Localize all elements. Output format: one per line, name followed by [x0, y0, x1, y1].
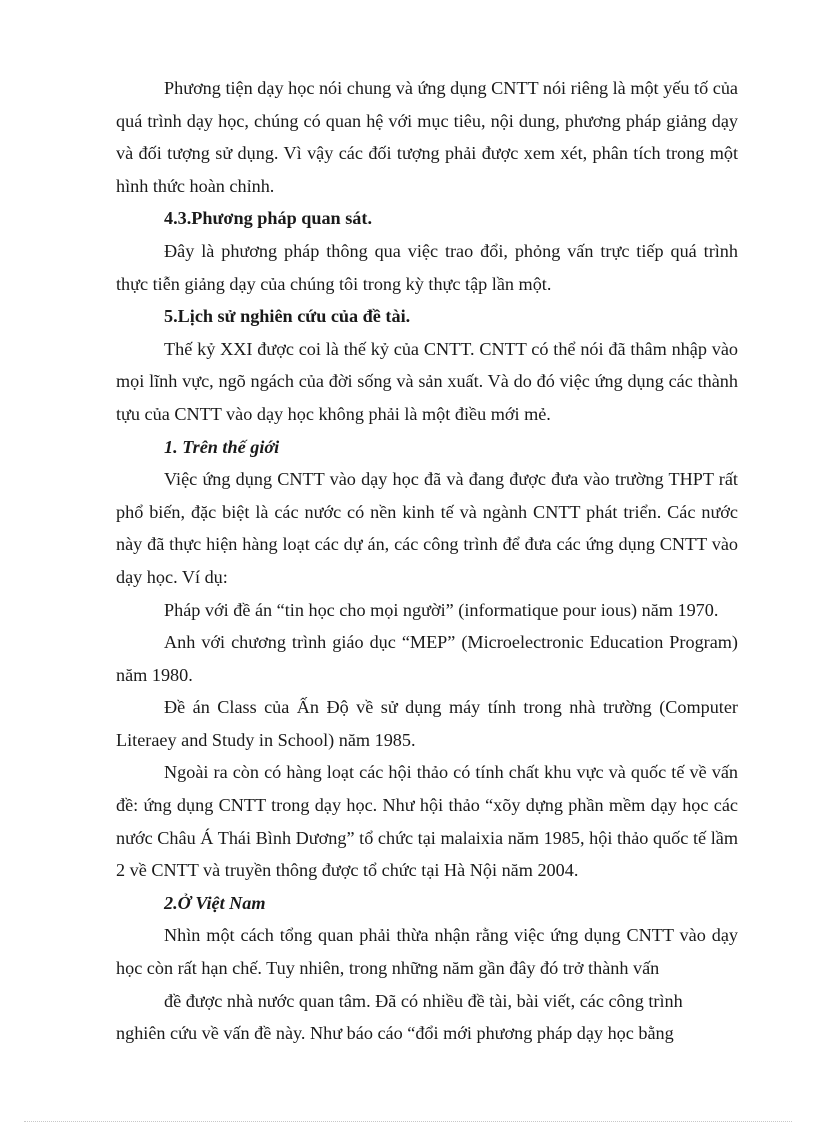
paragraph-worldwide-adoption: Việc ứng dụng CNTT vào dạy học đã và đang được đưa vào trường THPT rất phổ biến, đặc biệt là các nước có nền kinh tế và ngành CNTT phát triển. Các nước này đã thực hiện hàng loạt các dự án, các công trình để đưa các ứng dụng CNTT vào dạy học. Ví dụ: [116, 469, 738, 587]
paragraph-vietnam-overview: Nhìn một cách tổng quan phải thừa nhận rằng việc ứng dụng CNTT vào dạy học còn rất hạn chế. Tuy nhiên, trong những năm gần đây đó trở thành vấn [116, 925, 738, 979]
paragraph-vietnam-continued: đề được nhà nước quan tâm. Đã có nhiều đề tài, bài viết, các công trình [164, 990, 683, 1011]
paragraph-france-example: Pháp với đề án “tin học cho mọi người” (informatique pour ious) năm 1970. [164, 599, 719, 620]
heading-observation-method: 4.3.Phương pháp quan sát. [164, 208, 372, 229]
paragraph-conferences: Ngoài ra còn có hàng loạt các hội thảo có tính chất khu vực và quốc tế về vấn đề: ứng dụng CNTT trong dạy học. Như hội thảo “xõy dựng phần mềm dạy học các nước Châu Á Thái Bình Dương” tổ chức tại malaixia năm 1985, hội thảo quốc tế lầm 2 về CNTT và truyền thông được tổ chức tại Hà Nội năm 2004. [116, 762, 738, 881]
paragraph-observation-method: Đây là phương pháp thông qua việc trao đổi, phỏng vấn trực tiếp quá trình thực tiễn giảng dạy của chúng tôi trong kỳ thực tập lần một. [116, 240, 738, 294]
heading-vietnam: 2.Ở Việt Nam [164, 892, 266, 913]
paragraph-21st-century: Thế kỷ XXI được coi là thế kỷ của CNTT. CNTT có thể nói đã thâm nhập vào mọi lĩnh vực, ngõ ngách của đời sống và sản xuất. Và do đó việc ứng dụng các thành tựu của CNTT vào dạy học không phải là một điều mới mẻ. [116, 338, 738, 424]
heading-worldwide: 1. Trên thế giới [164, 436, 280, 457]
paragraph-england-example: Anh với chương trình giáo dục “MEP” (Microelectronic Education Program) năm 1980. [116, 632, 738, 685]
heading-research-history: 5.Lịch sử nghiên cứu của đề tài. [164, 306, 411, 327]
paragraph-vietnam-report: nghiên cứu về vấn đề này. Như báo cáo “đổi mới phương pháp dạy học bằng [116, 1023, 674, 1044]
paragraph-india-example: Đề án Class của Ấn Độ về sử dụng máy tính trong nhà trường (Computer Literaey and Study in School) năm 1985. [116, 697, 738, 750]
paragraph-media-role: Phương tiện dạy học nói chung và ứng dụng CNTT nói riêng là một yếu tố của quá trình dạy học, chúng có quan hệ với mục tiêu, nội dung, phương pháp giảng dạy và đối tượng sử dụng. Vì vậy các đối tượng phải được xem xét, phân tích trong một hình thức hoàn chỉnh. [116, 78, 738, 196]
document-page [116, 72, 738, 1050]
page-bottom-divider [24, 1121, 792, 1122]
